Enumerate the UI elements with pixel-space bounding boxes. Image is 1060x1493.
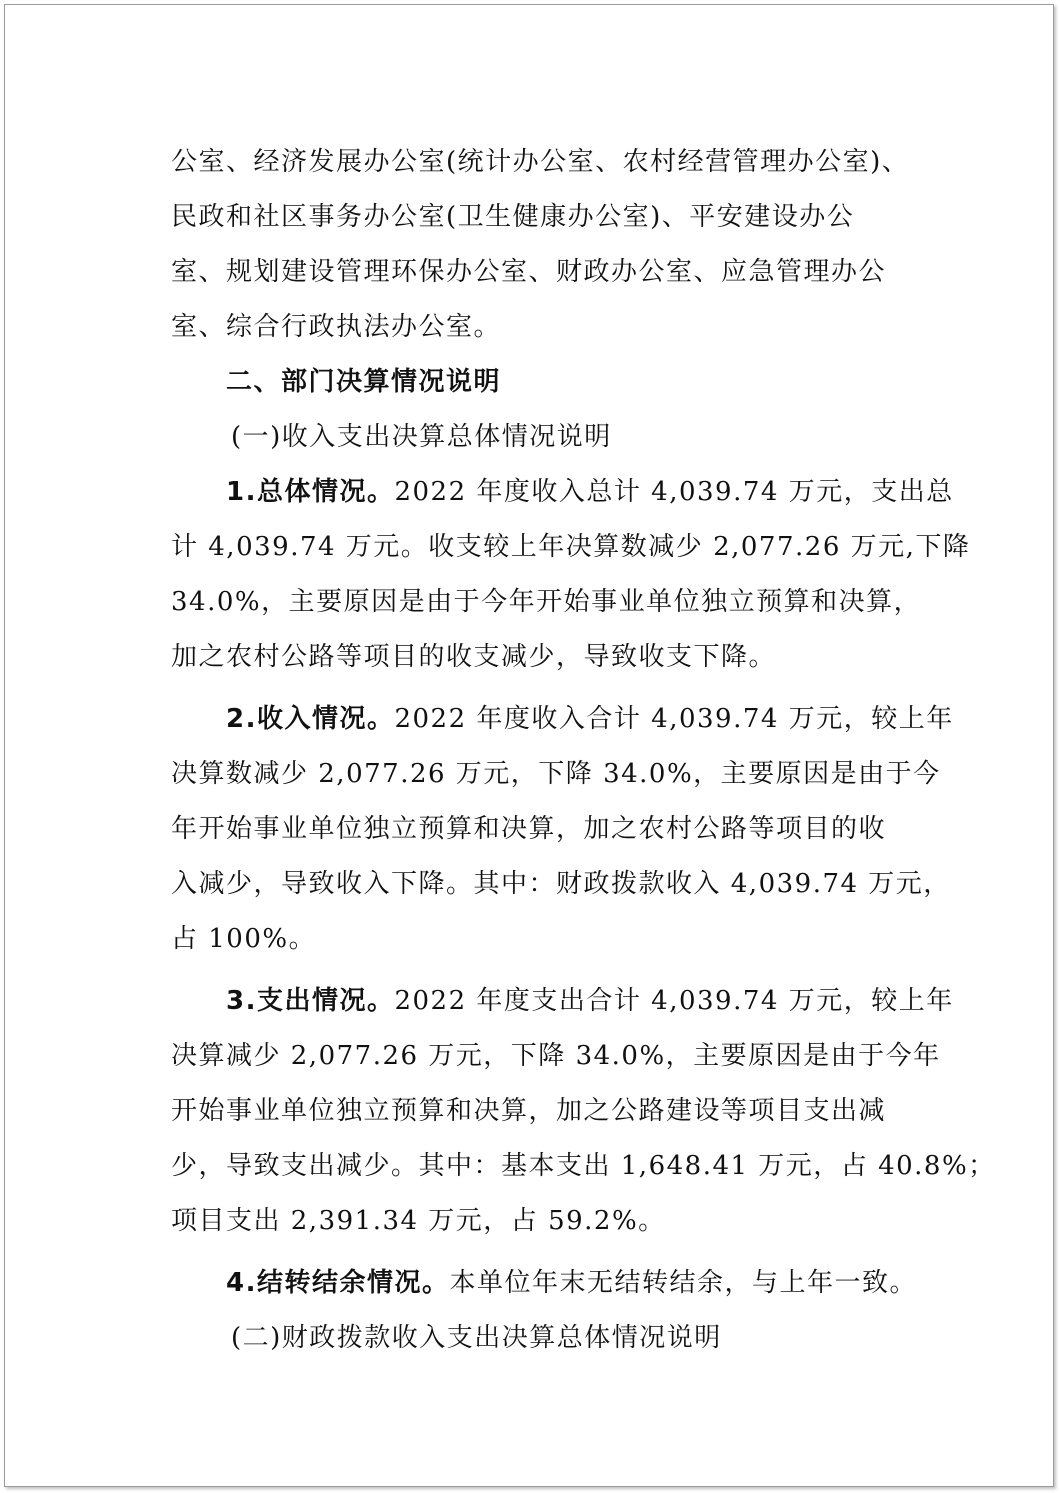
text-line: 年开始事业单位独立预算和决算，加之农村公路等项目的收 bbox=[171, 814, 887, 844]
text-line: 项目支出 2,391.34 万元，占 59.2%。 bbox=[171, 1206, 666, 1236]
paragraph-lead: 4.结转结余情况。 bbox=[226, 1268, 450, 1298]
text-line: 34.0%，主要原因是由于今年开始事业单位独立预算和决算， bbox=[171, 587, 922, 617]
paragraph-lead: 2.收入情况。 bbox=[226, 704, 395, 734]
paragraph-first-line bbox=[171, 692, 954, 747]
subsection-heading: (二)财政拨款收入支出决算总体情况说明 bbox=[231, 1323, 722, 1353]
text-line: 民政和社区事务办公室(卫生健康办公室)、平安建设办公 bbox=[171, 202, 855, 232]
paragraph-first-line bbox=[171, 465, 954, 520]
paragraph-text: 2022 年度收入合计 4,039.74 万元，较上年 bbox=[394, 704, 954, 734]
document-body bbox=[171, 135, 996, 1366]
subsection-heading: (一)收入支出决算总体情况说明 bbox=[231, 422, 612, 452]
paragraph-lead: 1.总体情况。 bbox=[226, 477, 395, 507]
paragraph-first-line bbox=[171, 974, 954, 1029]
text-line: 室、综合行政执法办公室。 bbox=[171, 312, 502, 342]
paragraph-text: 本单位年末无结转结余，与上年一致。 bbox=[449, 1268, 917, 1298]
paragraph-text: 2022 年度收入总计 4,039.74 万元，支出总 bbox=[394, 477, 954, 507]
text-line: 入减少，导致收入下降。其中：财政拨款收入 4,039.74 万元， bbox=[171, 869, 951, 899]
paragraph-text: 2022 年度支出合计 4,039.74 万元，较上年 bbox=[394, 986, 954, 1016]
text-line: 决算数减少 2,077.26 万元，下降 34.0%，主要原因是由于今 bbox=[171, 759, 941, 789]
section-heading: 二、部门决算情况说明 bbox=[226, 367, 502, 397]
text-line: 加之农村公路等项目的收支减少，导致收支下降。 bbox=[171, 642, 777, 672]
paragraph-first-line bbox=[171, 1256, 917, 1311]
text-line: 开始事业单位独立预算和决算，加之公路建设等项目支出减 bbox=[171, 1096, 887, 1126]
text-line: 占 100%。 bbox=[171, 924, 317, 954]
text-line: 室、规划建设管理环保办公室、财政办公室、应急管理办公 bbox=[171, 257, 887, 287]
text-line: 公室、经济发展办公室(统计办公室、农村经营管理办公室)、 bbox=[171, 147, 910, 177]
text-line: 决算减少 2,077.26 万元，下降 34.0%，主要原因是由于今年 bbox=[171, 1041, 941, 1071]
text-line: 计 4,039.74 万元。收支较上年决算数减少 2,077.26 万元,下降 bbox=[171, 532, 971, 562]
document-page bbox=[4, 4, 1054, 1487]
text-line: 少，导致支出减少。其中：基本支出 1,648.41 万元，占 40.8%； bbox=[171, 1151, 996, 1181]
paragraph-lead: 3.支出情况。 bbox=[226, 986, 395, 1016]
